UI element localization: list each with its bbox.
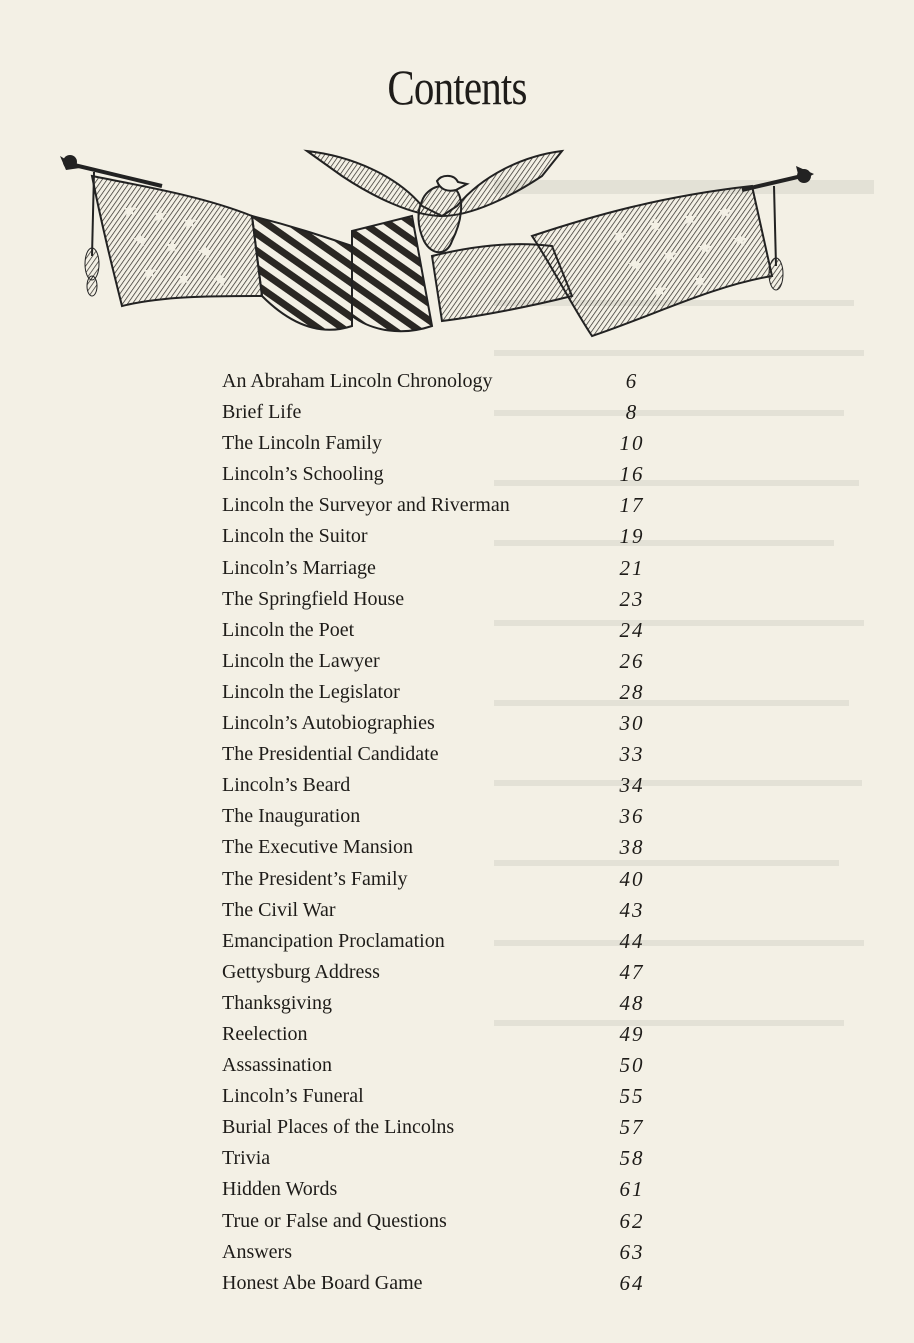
toc-entry-page-number: 43: [619, 897, 645, 922]
toc-entry-page-number: 44: [619, 928, 645, 953]
toc-entry: [222, 397, 662, 428]
toc-entry: [222, 584, 662, 615]
toc-entry: [222, 677, 662, 708]
svg-text:★: ★: [182, 212, 199, 233]
toc-entry-title: Lincoln’s Funeral: [222, 1085, 364, 1108]
toc-entry: [222, 832, 662, 863]
toc-entry: [222, 1050, 662, 1081]
toc-entry: [222, 957, 662, 988]
toc-entry-title: The Executive Mansion: [222, 836, 414, 859]
svg-text:★: ★: [132, 230, 149, 251]
toc-entry-title: Lincoln the Poet: [222, 618, 355, 641]
toc-entry-page-number: 23: [619, 586, 645, 611]
table-of-contents: [222, 366, 662, 1299]
toc-entry: [222, 459, 662, 490]
toc-entry-title: Answers: [222, 1240, 292, 1263]
toc-entry-title: Lincoln’s Marriage: [222, 556, 376, 579]
toc-entry-title: Thanksgiving: [222, 991, 332, 1014]
toc-entry: [222, 1081, 662, 1112]
svg-text:★: ★: [717, 202, 734, 223]
svg-text:★: ★: [652, 280, 669, 301]
toc-entry: [222, 646, 662, 677]
toc-entry-page-number: 17: [619, 493, 645, 518]
svg-text:★: ★: [697, 238, 714, 259]
toc-entry-page-number: 55: [619, 1084, 645, 1109]
toc-entry-page-number: 21: [619, 555, 645, 580]
toc-entry: [222, 428, 662, 459]
toc-entry: [222, 1019, 662, 1050]
toc-entry: [222, 801, 662, 832]
toc-entry-page-number: 36: [619, 804, 645, 829]
svg-text:★: ★: [197, 242, 214, 263]
toc-entry: [222, 1174, 662, 1205]
toc-entry-title: Brief Life: [222, 401, 302, 424]
toc-entry-title: Honest Abe Board Game: [222, 1271, 423, 1294]
toc-entry-page-number: 30: [619, 711, 645, 736]
toc-entry-page-number: 19: [619, 524, 645, 549]
svg-text:★: ★: [627, 255, 644, 276]
toc-entry: [222, 1112, 662, 1143]
toc-entry-page-number: 48: [619, 990, 645, 1015]
toc-entry-page-number: 8: [625, 400, 639, 425]
toc-entry-page-number: 47: [619, 959, 645, 984]
svg-text:★: ★: [176, 268, 193, 289]
toc-entry-page-number: 40: [619, 866, 645, 891]
svg-text:★: ★: [732, 230, 749, 251]
eagle-flags-icon: [52, 146, 822, 346]
toc-entry-title: Assassination: [222, 1054, 332, 1077]
toc-entry-page-number: 62: [619, 1208, 645, 1233]
svg-text:★: ★: [122, 200, 139, 221]
toc-entry: [222, 615, 662, 646]
toc-entry-title: The Civil War: [222, 898, 336, 921]
svg-text:★: ★: [662, 245, 679, 266]
toc-entry-page-number: 38: [619, 835, 645, 860]
toc-entry: [222, 708, 662, 739]
toc-entry-title: The President’s Family: [222, 867, 408, 890]
toc-entry: [222, 366, 662, 397]
toc-entry-title: Lincoln’s Autobiographies: [222, 712, 435, 735]
toc-entry-title: Gettysburg Address: [222, 960, 380, 983]
page-title: Contents: [387, 59, 527, 115]
toc-entry: [222, 864, 662, 895]
toc-entry: [222, 553, 662, 584]
svg-text:★: ★: [612, 225, 629, 246]
toc-entry: [222, 770, 662, 801]
toc-entry-page-number: 61: [619, 1177, 645, 1202]
toc-entry: [222, 490, 662, 521]
svg-text:★: ★: [164, 236, 181, 257]
toc-entry-page-number: 16: [619, 462, 645, 487]
toc-entry-title: Reelection: [222, 1022, 308, 1045]
toc-entry-title: Lincoln the Legislator: [222, 680, 400, 703]
toc-entry-title: True or False and Questions: [222, 1209, 447, 1232]
toc-entry-title: Lincoln’s Schooling: [222, 463, 384, 486]
toc-entry-page-number: 49: [619, 1021, 645, 1046]
toc-entry-title: Burial Places of the Lincolns: [222, 1116, 455, 1139]
toc-entry: [222, 1268, 662, 1299]
toc-entry-title: Emancipation Proclamation: [222, 929, 445, 952]
toc-entry-title: Trivia: [222, 1147, 271, 1170]
toc-entry-title: Lincoln the Lawyer: [222, 649, 380, 672]
toc-entry-page-number: 63: [619, 1239, 645, 1264]
toc-entry-page-number: 24: [619, 617, 645, 642]
toc-entry: [222, 895, 662, 926]
toc-entry-title: An Abraham Lincoln Chronology: [222, 370, 493, 392]
svg-text:★: ★: [152, 205, 169, 226]
toc-entry-page-number: 64: [619, 1270, 645, 1295]
toc-entry: [222, 1237, 662, 1268]
toc-entry: [222, 1206, 662, 1237]
toc-entry-title: The Presidential Candidate: [222, 743, 439, 766]
toc-entry-title: The Springfield House: [222, 587, 405, 610]
toc-entry-page-number: 58: [619, 1146, 645, 1171]
toc-entry-page-number: 6: [625, 369, 639, 393]
svg-text:★: ★: [692, 270, 709, 291]
toc-entry: [222, 1143, 662, 1174]
svg-text:★: ★: [647, 215, 664, 236]
toc-entry-title: Lincoln the Suitor: [222, 525, 368, 548]
toc-entry-page-number: 10: [619, 431, 645, 456]
toc-entry: [222, 988, 662, 1019]
toc-entry-page-number: 57: [619, 1115, 645, 1140]
svg-text:★: ★: [682, 208, 699, 229]
toc-entry: [222, 521, 662, 552]
toc-entry-page-number: 50: [619, 1053, 645, 1078]
svg-text:★: ★: [142, 262, 159, 283]
svg-text:★: ★: [212, 270, 229, 291]
toc-entry-page-number: 26: [619, 648, 645, 673]
toc-entry-title: Hidden Words: [222, 1178, 338, 1201]
toc-entry: [222, 739, 662, 770]
toc-entry-title: Lincoln’s Beard: [222, 774, 351, 797]
toc-entry-page-number: 28: [619, 679, 645, 704]
toc-entry-page-number: 34: [619, 773, 645, 798]
toc-entry: [222, 926, 662, 957]
toc-entry-title: Lincoln the Surveyor and Riverman: [222, 494, 510, 517]
toc-entry-title: The Lincoln Family: [222, 432, 382, 455]
toc-entry-title: The Inauguration: [222, 805, 361, 828]
toc-entry-page-number: 33: [619, 742, 645, 767]
